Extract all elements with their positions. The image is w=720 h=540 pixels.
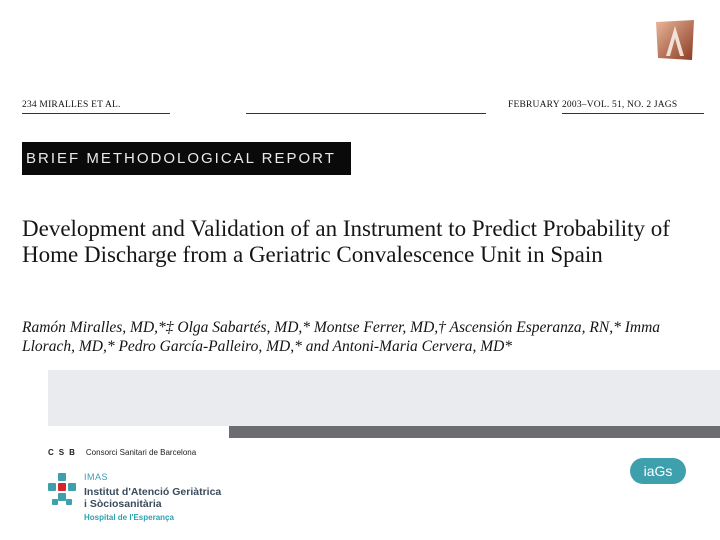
journal-logo-icon	[654, 18, 696, 62]
csb-acronym: CSB	[48, 448, 80, 457]
imas-block	[84, 472, 221, 522]
header-rule-left	[22, 113, 170, 114]
article-authors: Ramón Miralles, MD,*‡ Olga Sabartés, MD,* Montse Ferrer, MD,† Ascensión Esperanza, RN,* Imma Llorach, MD,* Pedro García-Palleiro, MD,* and Antoni-Maria Cervera, MD*	[22, 319, 661, 355]
imas-name-line1: Institut d'Atenció Geriàtrica	[84, 486, 222, 498]
section-banner: BRIEF METHODOLOGICAL REPORT	[22, 142, 351, 175]
article-title: Development and Validation of an Instrument to Predict Probability of Home Discharge from a Geriatric Convalescence Unit in Spain	[22, 216, 670, 267]
csb-name: Consorci Sanitari de Barcelona	[85, 448, 197, 457]
header-rule-middle	[246, 113, 486, 114]
running-header-left: 234 MIRALLES ET AL.	[22, 100, 121, 110]
gray-panel	[48, 370, 720, 426]
imas-cross-icon	[48, 473, 76, 507]
iags-logo: iaGs	[630, 458, 686, 484]
imas-name-line2: i Sòciosanitària	[84, 498, 162, 510]
header-rule-right	[562, 113, 704, 114]
imas-acronym: IMAS	[84, 472, 109, 482]
running-header-right: FEBRUARY 2003–VOL. 51, NO. 2 JAGS	[508, 100, 678, 110]
hospital-name: Hospital de l'Esperança	[84, 513, 174, 522]
divider-bar	[229, 426, 720, 438]
csb-label	[48, 448, 196, 457]
